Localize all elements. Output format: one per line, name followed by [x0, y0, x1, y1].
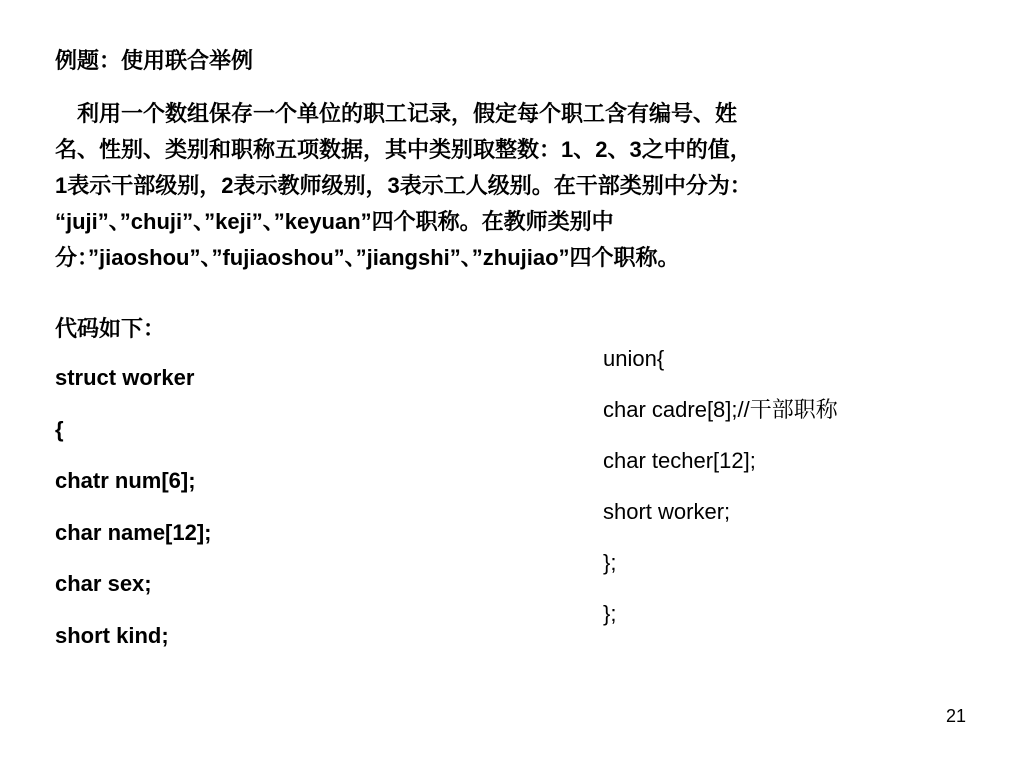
code-label: 代码如下：	[55, 316, 166, 341]
slide-title: 例题：使用联合举例	[55, 48, 254, 73]
description-line: 利用一个数组保存一个单位的职工记录，假定每个职工含有编号、姓	[55, 101, 738, 126]
description-line: “juji”、”chuji”、”keji”、”keyuan”四个职称。在教师类别中	[55, 209, 614, 234]
problem-description	[55, 96, 970, 276]
code-line: char name[12];	[55, 519, 212, 545]
page-number: 21	[945, 706, 966, 726]
description-line: 1表示干部级别，2表示教师级别，3表示工人级别。在干部类别中分为：	[55, 173, 752, 198]
code-line: short kind;	[55, 622, 169, 648]
code-line: char cadre[8];//干部职称	[603, 397, 838, 422]
union-code-block	[603, 344, 838, 650]
code-line: chatr num[6];	[55, 468, 196, 493]
code-line: {	[55, 416, 64, 442]
code-line: short worker;	[603, 499, 731, 524]
code-line: union{	[603, 346, 665, 371]
description-line: 分：”jiaoshou”、”fujiaoshou”、”jiangshi”、”zhujiao”四个职称。	[55, 245, 680, 270]
code-line: char techer[12];	[603, 448, 756, 473]
code-line: };	[603, 601, 617, 626]
code-line: char sex;	[55, 571, 152, 596]
struct-code-block	[55, 363, 212, 672]
code-line: };	[603, 550, 617, 575]
description-line: 名、性别、类别和职称五项数据，其中类别取整数：1、2、3之中的值，	[55, 137, 752, 162]
code-line: struct worker	[55, 365, 195, 390]
